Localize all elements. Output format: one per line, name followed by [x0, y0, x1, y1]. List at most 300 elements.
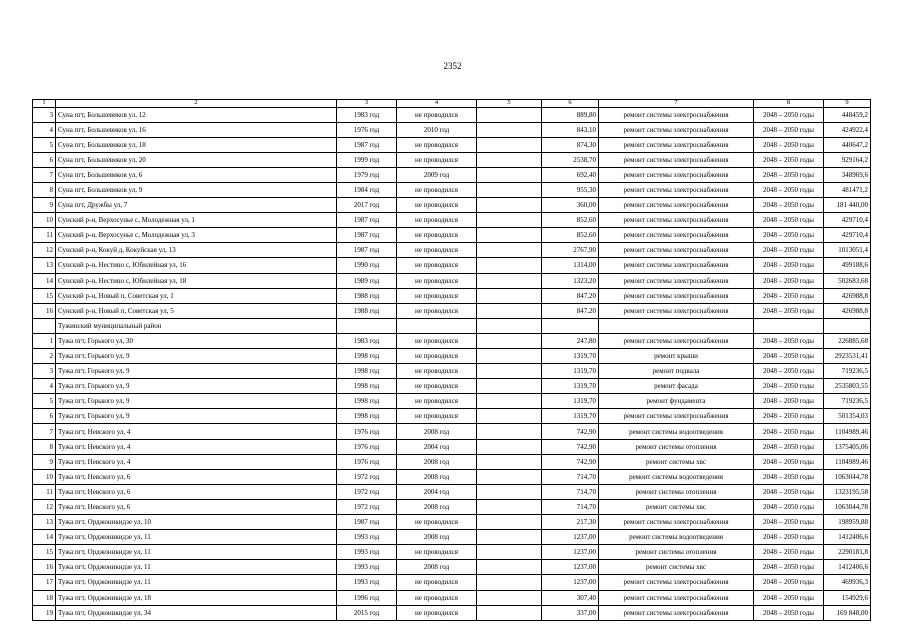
- period-cell: 2048 – 2050 годы: [754, 213, 824, 228]
- address-cell: Тужа пгт, Орджоникидзе ул, 11: [56, 575, 337, 590]
- last-repair-cell: 2004 год: [397, 439, 477, 454]
- repair-schedule-table: [32, 99, 871, 621]
- period-cell: 2048 – 2050 годы: [754, 590, 824, 605]
- year-built-cell: 1983 год: [337, 333, 397, 348]
- year-built-cell: 1976 год: [337, 439, 397, 454]
- table-row: [33, 303, 871, 318]
- cost-cell: 719236,5: [824, 364, 871, 379]
- cost-cell: 469936,3: [824, 575, 871, 590]
- table-row: [33, 273, 871, 288]
- column-5-cell: [477, 545, 542, 560]
- area-cell: 714,70: [542, 484, 599, 499]
- cost-cell: 181 440,00: [824, 198, 871, 213]
- table-row: [33, 213, 871, 228]
- cost-cell: 426988,8: [824, 303, 871, 318]
- period-cell: 2048 – 2050 годы: [754, 484, 824, 499]
- cost-cell: 154929,6: [824, 590, 871, 605]
- year-built-cell: 1990 год: [337, 258, 397, 273]
- period-cell: 2048 – 2050 годы: [754, 605, 824, 620]
- table-row: [33, 499, 871, 514]
- cost-cell: 440647,2: [824, 137, 871, 152]
- address-cell: Тужа пгт, Орджоникидзе ул, 10: [56, 515, 337, 530]
- work-type-cell: ремонт системы хвс: [599, 454, 754, 469]
- year-built-cell: 1979 год: [337, 167, 397, 182]
- area-cell: 847,20: [542, 288, 599, 303]
- period-cell: 2048 – 2050 годы: [754, 439, 824, 454]
- table-body: [33, 100, 871, 621]
- column-5-cell: [477, 318, 542, 333]
- work-type-cell: ремонт системы отопления: [599, 545, 754, 560]
- area-cell: [542, 318, 599, 333]
- cost-cell: 719236,5: [824, 394, 871, 409]
- year-built-cell: 1976 год: [337, 122, 397, 137]
- column-5-cell: [477, 394, 542, 409]
- row-number: 5: [33, 137, 56, 152]
- address-cell: Тужа пгт, Горького ул, 9: [56, 394, 337, 409]
- area-cell: 742,90: [542, 439, 599, 454]
- row-number: 1: [33, 333, 56, 348]
- last-repair-cell: не проводился: [397, 273, 477, 288]
- last-repair-cell: не проводился: [397, 303, 477, 318]
- table-row: [33, 515, 871, 530]
- cost-cell: 2535803,55: [824, 379, 871, 394]
- year-built-cell: 1987 год: [337, 228, 397, 243]
- column-5-cell: [477, 137, 542, 152]
- year-built-cell: 1983 год: [337, 107, 397, 122]
- year-built-cell: 1993 год: [337, 575, 397, 590]
- area-cell: 852,60: [542, 228, 599, 243]
- cost-cell: 1104989,46: [824, 454, 871, 469]
- work-type-cell: ремонт системы электроснабжения: [599, 228, 754, 243]
- column-number: 4: [397, 100, 477, 108]
- area-cell: 360,00: [542, 198, 599, 213]
- year-built-cell: 1998 год: [337, 379, 397, 394]
- table-row: [33, 364, 871, 379]
- address-cell: Тужа пгт, Горького ул, 9: [56, 364, 337, 379]
- period-cell: 2048 – 2050 годы: [754, 198, 824, 213]
- year-built-cell: 1976 год: [337, 424, 397, 439]
- period-cell: 2048 – 2050 годы: [754, 349, 824, 364]
- work-type-cell: ремонт системы электроснабжения: [599, 409, 754, 424]
- address-cell: Тужа пгт, Горького ул, 9: [56, 409, 337, 424]
- address-cell: Суна пгт, Большевиков ул, 18: [56, 137, 337, 152]
- address-cell: Тужа пгт, Невского ул, 4: [56, 454, 337, 469]
- address-cell: Сунский р-н, Новый п, Советская ул, 1: [56, 288, 337, 303]
- table-row: [33, 167, 871, 182]
- year-built-cell: 1972 год: [337, 469, 397, 484]
- work-type-cell: ремонт системы электроснабжения: [599, 137, 754, 152]
- address-cell: Тужа пгт, Орджоникидзе ул, 11: [56, 560, 337, 575]
- address-cell: Суна пгт, Дружбы ул, 7: [56, 198, 337, 213]
- area-cell: 714,70: [542, 499, 599, 514]
- last-repair-cell: не проводился: [397, 575, 477, 590]
- table-row: [33, 152, 871, 167]
- table-row: [33, 379, 871, 394]
- column-number-row: [33, 100, 871, 108]
- period-cell: 2048 – 2050 годы: [754, 545, 824, 560]
- work-type-cell: ремонт системы электроснабжения: [599, 107, 754, 122]
- last-repair-cell: 2004 год: [397, 484, 477, 499]
- last-repair-cell: [397, 318, 477, 333]
- last-repair-cell: не проводился: [397, 243, 477, 258]
- period-cell: 2048 – 2050 годы: [754, 409, 824, 424]
- cost-cell: 1063044,78: [824, 469, 871, 484]
- address-cell: Сунский р-н, Верхосунье с, Молодежная ул, 3: [56, 228, 337, 243]
- work-type-cell: ремонт системы водоотведения: [599, 469, 754, 484]
- row-number: 14: [33, 273, 56, 288]
- work-type-cell: ремонт системы электроснабжения: [599, 213, 754, 228]
- row-number: 7: [33, 424, 56, 439]
- address-cell: Тужинский муниципальный район: [56, 318, 337, 333]
- area-cell: 217,30: [542, 515, 599, 530]
- cost-cell: 426988,8: [824, 288, 871, 303]
- address-cell: Сунский р-н, Нестино с, Юбилейная ул, 16: [56, 258, 337, 273]
- row-number: 11: [33, 484, 56, 499]
- work-type-cell: ремонт системы электроснабжения: [599, 273, 754, 288]
- column-5-cell: [477, 228, 542, 243]
- year-built-cell: 1972 год: [337, 484, 397, 499]
- area-cell: 692,40: [542, 167, 599, 182]
- last-repair-cell: 2009 год: [397, 167, 477, 182]
- area-cell: 714,70: [542, 469, 599, 484]
- row-number: 12: [33, 243, 56, 258]
- cost-cell: 1104989,46: [824, 424, 871, 439]
- column-5-cell: [477, 349, 542, 364]
- address-cell: Сунский р-н, Кокуй д, Кокуйская ул, 13: [56, 243, 337, 258]
- column-5-cell: [477, 454, 542, 469]
- table-row: [33, 122, 871, 137]
- column-number: 9: [824, 100, 871, 108]
- cost-cell: 2923531,41: [824, 349, 871, 364]
- cost-cell: 226885,68: [824, 333, 871, 348]
- last-repair-cell: не проводился: [397, 107, 477, 122]
- table-row: [33, 243, 871, 258]
- row-number: 2: [33, 349, 56, 364]
- column-number: 8: [754, 100, 824, 108]
- last-repair-cell: не проводился: [397, 590, 477, 605]
- address-cell: Сунский р-н, Верхосунье с, Молодежная ул, 1: [56, 213, 337, 228]
- year-built-cell: 1987 год: [337, 213, 397, 228]
- period-cell: 2048 – 2050 годы: [754, 515, 824, 530]
- row-number: [33, 318, 56, 333]
- table-row: [33, 333, 871, 348]
- table-row: [33, 439, 871, 454]
- work-type-cell: ремонт системы электроснабжения: [599, 182, 754, 197]
- address-cell: Тужа пгт, Горького ул, 30: [56, 333, 337, 348]
- work-type-cell: ремонт фундамента: [599, 394, 754, 409]
- column-5-cell: [477, 424, 542, 439]
- work-type-cell: ремонт системы электроснабжения: [599, 198, 754, 213]
- table-row: [33, 560, 871, 575]
- column-number: 5: [477, 100, 542, 108]
- work-type-cell: ремонт системы электроснабжения: [599, 515, 754, 530]
- last-repair-cell: 2008 год: [397, 424, 477, 439]
- row-number: 15: [33, 288, 56, 303]
- area-cell: 1314,00: [542, 258, 599, 273]
- cost-cell: 169 848,00: [824, 605, 871, 620]
- column-5-cell: [477, 364, 542, 379]
- year-built-cell: 1999 год: [337, 152, 397, 167]
- cost-cell: 1063044,78: [824, 499, 871, 514]
- column-5-cell: [477, 243, 542, 258]
- area-cell: 955,30: [542, 182, 599, 197]
- area-cell: 1319,70: [542, 409, 599, 424]
- address-cell: Тужа пгт, Невского ул, 4: [56, 424, 337, 439]
- column-5-cell: [477, 182, 542, 197]
- last-repair-cell: не проводился: [397, 137, 477, 152]
- table-row: [33, 198, 871, 213]
- cost-cell: 429710,4: [824, 213, 871, 228]
- area-cell: 847,20: [542, 303, 599, 318]
- year-built-cell: 1972 год: [337, 499, 397, 514]
- column-5-cell: [477, 515, 542, 530]
- year-built-cell: 1993 год: [337, 545, 397, 560]
- row-number: 4: [33, 122, 56, 137]
- row-number: 6: [33, 409, 56, 424]
- address-cell: Тужа пгт, Горького ул, 9: [56, 349, 337, 364]
- address-cell: Сунский р-н, Новый п, Советская ул, 5: [56, 303, 337, 318]
- column-5-cell: [477, 605, 542, 620]
- column-5-cell: [477, 379, 542, 394]
- column-5-cell: [477, 152, 542, 167]
- address-cell: Тужа пгт, Горького ул, 9: [56, 379, 337, 394]
- last-repair-cell: не проводился: [397, 349, 477, 364]
- table-row: [33, 228, 871, 243]
- column-number: 7: [599, 100, 754, 108]
- row-number: 16: [33, 560, 56, 575]
- column-5-cell: [477, 333, 542, 348]
- row-number: 7: [33, 167, 56, 182]
- last-repair-cell: не проводился: [397, 198, 477, 213]
- address-cell: Тужа пгт, Орджоникидзе ул, 34: [56, 605, 337, 620]
- column-5-cell: [477, 560, 542, 575]
- work-type-cell: ремонт системы электроснабжения: [599, 288, 754, 303]
- row-number: 3: [33, 107, 56, 122]
- table-row: [33, 107, 871, 122]
- address-cell: Тужа пгт, Орджоникидзе ул, 11: [56, 545, 337, 560]
- row-number: 14: [33, 530, 56, 545]
- period-cell: 2048 – 2050 годы: [754, 258, 824, 273]
- address-cell: Тужа пгт, Орджоникидзе ул, 18: [56, 590, 337, 605]
- work-type-cell: ремонт системы хвс: [599, 560, 754, 575]
- column-5-cell: [477, 303, 542, 318]
- cost-cell: 424922,4: [824, 122, 871, 137]
- area-cell: 307,40: [542, 590, 599, 605]
- table-row: [33, 590, 871, 605]
- row-number: 5: [33, 394, 56, 409]
- work-type-cell: ремонт системы электроснабжения: [599, 590, 754, 605]
- work-type-cell: ремонт системы электроснабжения: [599, 152, 754, 167]
- cost-cell: 1412406,6: [824, 530, 871, 545]
- column-5-cell: [477, 469, 542, 484]
- column-5-cell: [477, 198, 542, 213]
- table-row: [33, 469, 871, 484]
- row-number: 13: [33, 515, 56, 530]
- last-repair-cell: не проводился: [397, 333, 477, 348]
- period-cell: 2048 – 2050 годы: [754, 228, 824, 243]
- period-cell: 2048 – 2050 годы: [754, 273, 824, 288]
- cost-cell: 448459,2: [824, 107, 871, 122]
- year-built-cell: 1987 год: [337, 137, 397, 152]
- table-row: [33, 394, 871, 409]
- work-type-cell: ремонт системы водоотведения: [599, 530, 754, 545]
- work-type-cell: ремонт системы отопления: [599, 439, 754, 454]
- period-cell: 2048 – 2050 годы: [754, 469, 824, 484]
- column-5-cell: [477, 439, 542, 454]
- address-cell: Тужа пгт, Невского ул, 6: [56, 484, 337, 499]
- year-built-cell: 2017 год: [337, 198, 397, 213]
- area-cell: 247,80: [542, 333, 599, 348]
- page-number: 2352: [443, 61, 462, 71]
- row-number: 17: [33, 575, 56, 590]
- work-type-cell: [599, 318, 754, 333]
- row-number: 13: [33, 258, 56, 273]
- table-row: [33, 258, 871, 273]
- work-type-cell: ремонт подвала: [599, 364, 754, 379]
- column-5-cell: [477, 122, 542, 137]
- last-repair-cell: 2008 год: [397, 560, 477, 575]
- cost-cell: 1412406,6: [824, 560, 871, 575]
- table-row: [33, 545, 871, 560]
- address-cell: Суна пгт, Большевиков ул, 20: [56, 152, 337, 167]
- last-repair-cell: не проводился: [397, 409, 477, 424]
- period-cell: 2048 – 2050 годы: [754, 394, 824, 409]
- table-row: [33, 409, 871, 424]
- address-cell: Тужа пгт, Орджоникидзе ул, 11: [56, 530, 337, 545]
- period-cell: 2048 – 2050 годы: [754, 152, 824, 167]
- period-cell: 2048 – 2050 годы: [754, 424, 824, 439]
- period-cell: 2048 – 2050 годы: [754, 560, 824, 575]
- column-number: 2: [56, 100, 337, 108]
- area-cell: 742,90: [542, 424, 599, 439]
- address-cell: Тужа пгт, Невского ул, 6: [56, 469, 337, 484]
- period-cell: 2048 – 2050 годы: [754, 364, 824, 379]
- column-5-cell: [477, 484, 542, 499]
- table-row: [33, 454, 871, 469]
- row-number: 4: [33, 379, 56, 394]
- area-cell: 1237,00: [542, 560, 599, 575]
- area-cell: 742,90: [542, 454, 599, 469]
- cost-cell: 2290181,8: [824, 545, 871, 560]
- year-built-cell: 1987 год: [337, 243, 397, 258]
- period-cell: 2048 – 2050 годы: [754, 137, 824, 152]
- work-type-cell: ремонт системы электроснабжения: [599, 258, 754, 273]
- period-cell: 2048 – 2050 годы: [754, 182, 824, 197]
- table-row: [33, 484, 871, 499]
- column-5-cell: [477, 575, 542, 590]
- year-built-cell: 1998 год: [337, 409, 397, 424]
- year-built-cell: 1984 год: [337, 182, 397, 197]
- cost-cell: 1013051,4: [824, 243, 871, 258]
- address-cell: Тужа пгт, Невского ул, 4: [56, 439, 337, 454]
- area-cell: 2767,90: [542, 243, 599, 258]
- row-number: 18: [33, 590, 56, 605]
- row-number: 6: [33, 152, 56, 167]
- area-cell: 1323,20: [542, 273, 599, 288]
- address-cell: Тужа пгт, Невского ул, 6: [56, 499, 337, 514]
- work-type-cell: ремонт системы электроснабжения: [599, 303, 754, 318]
- column-number: 3: [337, 100, 397, 108]
- last-repair-cell: не проводился: [397, 258, 477, 273]
- address-cell: Суна пгт, Большевиков ул, 9: [56, 182, 337, 197]
- year-built-cell: 1993 год: [337, 530, 397, 545]
- last-repair-cell: не проводился: [397, 515, 477, 530]
- period-cell: 2048 – 2050 годы: [754, 454, 824, 469]
- period-cell: 2048 – 2050 годы: [754, 333, 824, 348]
- year-built-cell: 1998 год: [337, 364, 397, 379]
- cost-cell: 502683,68: [824, 273, 871, 288]
- row-number: 8: [33, 182, 56, 197]
- row-number: 11: [33, 228, 56, 243]
- area-cell: 1237,00: [542, 530, 599, 545]
- area-cell: 2538,70: [542, 152, 599, 167]
- table-row: [33, 424, 871, 439]
- year-built-cell: 1987 год: [337, 515, 397, 530]
- cost-cell: 1323195,58: [824, 484, 871, 499]
- year-built-cell: [337, 318, 397, 333]
- column-number: 6: [542, 100, 599, 108]
- work-type-cell: ремонт системы электроснабжения: [599, 167, 754, 182]
- period-cell: 2048 – 2050 годы: [754, 167, 824, 182]
- column-5-cell: [477, 167, 542, 182]
- column-5-cell: [477, 499, 542, 514]
- year-built-cell: 1993 год: [337, 560, 397, 575]
- column-5-cell: [477, 288, 542, 303]
- work-type-cell: ремонт системы электроснабжения: [599, 605, 754, 620]
- row-number: 12: [33, 499, 56, 514]
- year-built-cell: 1998 год: [337, 349, 397, 364]
- period-cell: 2048 – 2050 годы: [754, 303, 824, 318]
- cost-cell: [824, 318, 871, 333]
- year-built-cell: 2015 год: [337, 605, 397, 620]
- table-row: [33, 349, 871, 364]
- address-cell: Суна пгт, Большевиков ул, 6: [56, 167, 337, 182]
- last-repair-cell: 2008 год: [397, 454, 477, 469]
- last-repair-cell: не проводился: [397, 182, 477, 197]
- row-number: 19: [33, 605, 56, 620]
- period-cell: 2048 – 2050 годы: [754, 499, 824, 514]
- period-cell: 2048 – 2050 годы: [754, 122, 824, 137]
- last-repair-cell: не проводился: [397, 213, 477, 228]
- work-type-cell: ремонт системы хвс: [599, 499, 754, 514]
- table-row: [33, 288, 871, 303]
- row-number: 16: [33, 303, 56, 318]
- last-repair-cell: не проводился: [397, 152, 477, 167]
- area-cell: 337,00: [542, 605, 599, 620]
- period-cell: 2048 – 2050 годы: [754, 379, 824, 394]
- area-cell: 852,60: [542, 213, 599, 228]
- last-repair-cell: не проводился: [397, 605, 477, 620]
- area-cell: 874,30: [542, 137, 599, 152]
- row-number: 10: [33, 469, 56, 484]
- cost-cell: 499188,6: [824, 258, 871, 273]
- row-number: 3: [33, 364, 56, 379]
- row-number: 9: [33, 198, 56, 213]
- period-cell: 2048 – 2050 годы: [754, 288, 824, 303]
- last-repair-cell: не проводился: [397, 228, 477, 243]
- column-5-cell: [477, 273, 542, 288]
- column-5-cell: [477, 107, 542, 122]
- last-repair-cell: 2008 год: [397, 530, 477, 545]
- period-cell: 2048 – 2050 годы: [754, 107, 824, 122]
- year-built-cell: 1996 год: [337, 590, 397, 605]
- work-type-cell: ремонт системы электроснабжения: [599, 333, 754, 348]
- last-repair-cell: не проводился: [397, 394, 477, 409]
- last-repair-cell: не проводился: [397, 545, 477, 560]
- work-type-cell: ремонт системы электроснабжения: [599, 122, 754, 137]
- work-type-cell: ремонт системы электроснабжения: [599, 575, 754, 590]
- table-row: [33, 182, 871, 197]
